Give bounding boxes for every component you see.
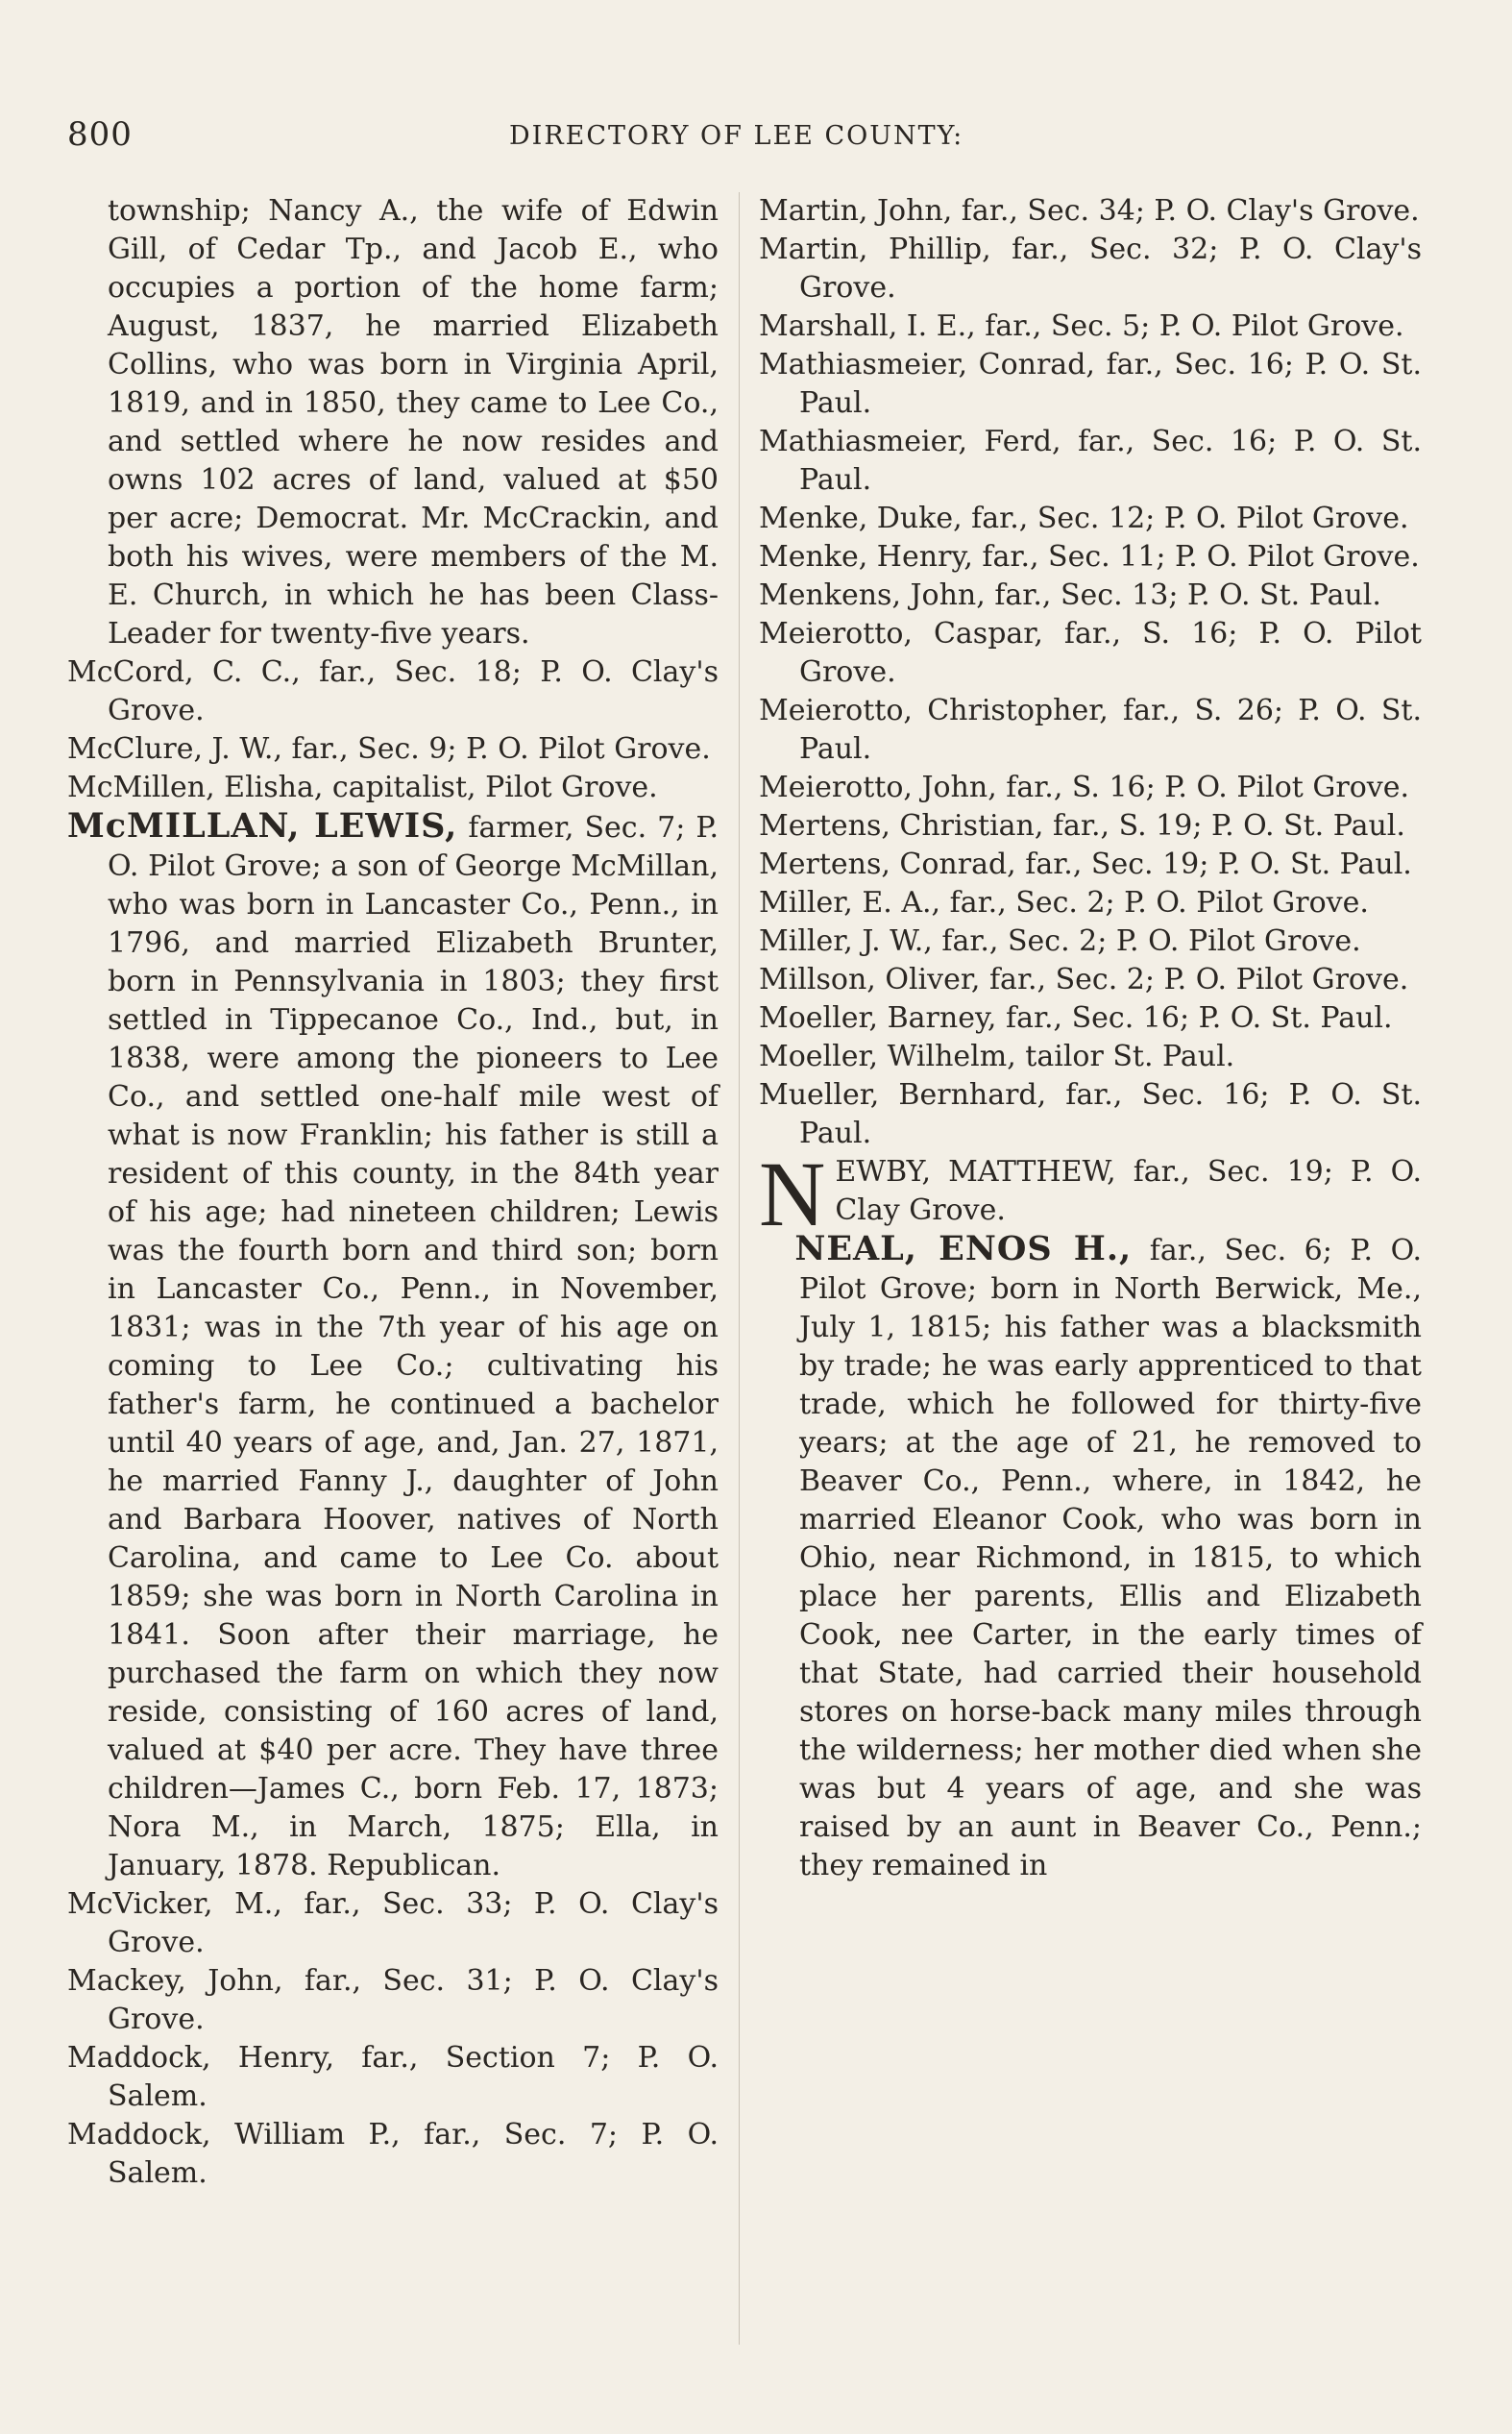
right-column — [759, 192, 1422, 1885]
directory-entry: Mertens, Conrad, far., Sec. 19; P. O. St. Paul. — [759, 848, 1412, 881]
directory-entry: McMillen, Elisha, capitalist, Pilot Grove. — [67, 771, 658, 804]
directory-entry: Millson, Oliver, far., Sec. 2; P. O. Pilot Grove. — [759, 963, 1409, 996]
directory-entry: McClure, J. W., far., Sec. 9; P. O. Pilot Grove. — [67, 732, 711, 766]
directory-entry: Mackey, John, far., Sec. 31; P. O. Clay's Grove. — [67, 1964, 719, 2036]
directory-entry: Moeller, Barney, far., Sec. 16; P. O. St. Paul. — [759, 1001, 1393, 1035]
directory-entry: Mertens, Christian, far., S. 19; P. O. St. Paul. — [759, 809, 1405, 843]
directory-entry: Mathiasmeier, Ferd, far., Sec. 16; P. O. St. Paul. — [759, 425, 1422, 497]
biography-text: farmer, Sec. 7; P. O. Pilot Grove; a son of George McMillan, who was born in Lancaster Co., Penn., in 1796, and married Elizabeth Brunter, born in Pennsylvania in 1803; they first settled in Tippecanoe Co., Ind., but, in 1838, were among the pioneers to Lee Co., and settled one-half mile west of what is now Franklin; his father is still a resident of this county, in the 84th year of his age; had nineteen children; Lewis was the fourth born and third son; born in Lancaster Co., Penn., in November, 1831; was in the 7th year of his age on coming to Lee Co.; cultivating his father's farm, he continued a bachelor until 40 years of age, and, Jan. 27, 1871, he married Fanny J., daughter of John and Barbara Hoover, natives of North Carolina, and came to Lee Co. about 1859; she was born in North Carolina in 1841. Soon after their marriage, he purchased the farm on which they now reside, consisting of 160 acres of land, valued at $40 per acre. They have three children—James C., born Feb. 17, 1873; Nora M., in March, 1875; Ella, in January, 1878. Republican. — [108, 811, 719, 1882]
directory-entry: Meierotto, Christopher, far., S. 26; P. O. St. Paul. — [759, 694, 1422, 766]
biography-entry — [759, 1230, 1422, 1885]
entry-continuation: township; Nancy A., the wife of Edwin Gill, of Cedar Tp., and Jacob E., who occupies a portion of the home farm; August, 1837, he married Elizabeth Collins, who was born in Virginia April, 1819, and in 1850, they came to Lee Co., and settled where he now resides and owns 102 acres of land, valued at $50 per acre; Democrat. Mr. McCrackin, and both his wives, were members of the M. E. Church, in which he has been Class-Leader for twenty-five years. — [108, 194, 719, 651]
directory-entry: McCord, C. C., far., Sec. 18; P. O. Clay's Grove. — [67, 655, 719, 727]
biography-name: NEAL, ENOS H., — [794, 1229, 1133, 1268]
directory-entry: Menkens, John, far., Sec. 13; P. O. St. Paul. — [759, 578, 1381, 612]
left-column — [67, 192, 719, 2193]
biography-entry — [67, 807, 719, 1885]
biography-name: McMILLAN, LEWIS, — [67, 806, 458, 846]
directory-entry: Miller, E. A., far., Sec. 2; P. O. Pilot Grove. — [759, 886, 1369, 920]
dropcap-entry — [759, 1143, 1422, 1245]
directory-entry: Moeller, Wilhelm, tailor St. Paul. — [759, 1040, 1235, 1073]
dropcap-entry-text: EWBY, MATTHEW, far., Sec. 19; P. O. Clay Grove. — [835, 1155, 1422, 1227]
directory-entry: Marshall, I. E., far., Sec. 5; P. O. Pilot Grove. — [759, 309, 1404, 343]
column-divider — [739, 192, 740, 2345]
running-head: DIRECTORY OF LEE COUNTY: — [509, 121, 964, 151]
directory-entry: Mathiasmeier, Conrad, far., Sec. 16; P. O. St. Paul. — [759, 348, 1422, 420]
page-number: 800 — [67, 115, 133, 154]
directory-entry: Miller, J. W., far., Sec. 2; P. O. Pilot Grove. — [759, 924, 1361, 958]
directory-entry: Menke, Duke, far., Sec. 12; P. O. Pilot Grove. — [759, 502, 1409, 535]
page-header — [67, 115, 1451, 163]
directory-entry: Menke, Henry, far., Sec. 11; P. O. Pilot Grove. — [759, 540, 1420, 574]
directory-entry: Meierotto, John, far., S. 16; P. O. Pilot Grove. — [759, 771, 1410, 804]
directory-entry: Meierotto, Caspar, far., S. 16; P. O. Pilot Grove. — [759, 617, 1422, 689]
drop-cap-letter: N — [759, 1143, 826, 1245]
directory-entry: McVicker, M., far., Sec. 33; P. O. Clay's Grove. — [67, 1887, 719, 1959]
directory-entry: Martin, Phillip, far., Sec. 32; P. O. Clay's Grove. — [759, 233, 1422, 305]
directory-entry: Martin, John, far., Sec. 34; P. O. Clay's Grove. — [759, 194, 1420, 228]
directory-entry: Mueller, Bernhard, far., Sec. 16; P. O. St. Paul. — [759, 1078, 1422, 1150]
directory-entry: Maddock, Henry, far., Section 7; P. O. Salem. — [67, 2041, 719, 2113]
directory-entry: Maddock, William P., far., Sec. 7; P. O. Salem. — [67, 2118, 719, 2190]
biography-text: far., Sec. 6; P. O. Pilot Grove; born in North Berwick, Me., July 1, 1815; his father was a blacksmith by trade; he was early apprenticed to that trade, which he followed for thirty-five years; at the age of 21, he removed to Beaver Co., Penn., where, in 1842, he married Eleanor Cook, who was born in Ohio, near Richmond, in 1815, to which place her parents, Ellis and Elizabeth Cook, nee Carter, in the early times of that State, had carried their household stores on horse-back many miles through the wilderness; her mother died when she was but 4 years of age, and she was raised by an aunt in Beaver Co., Penn.; they remained in — [799, 1234, 1423, 1882]
